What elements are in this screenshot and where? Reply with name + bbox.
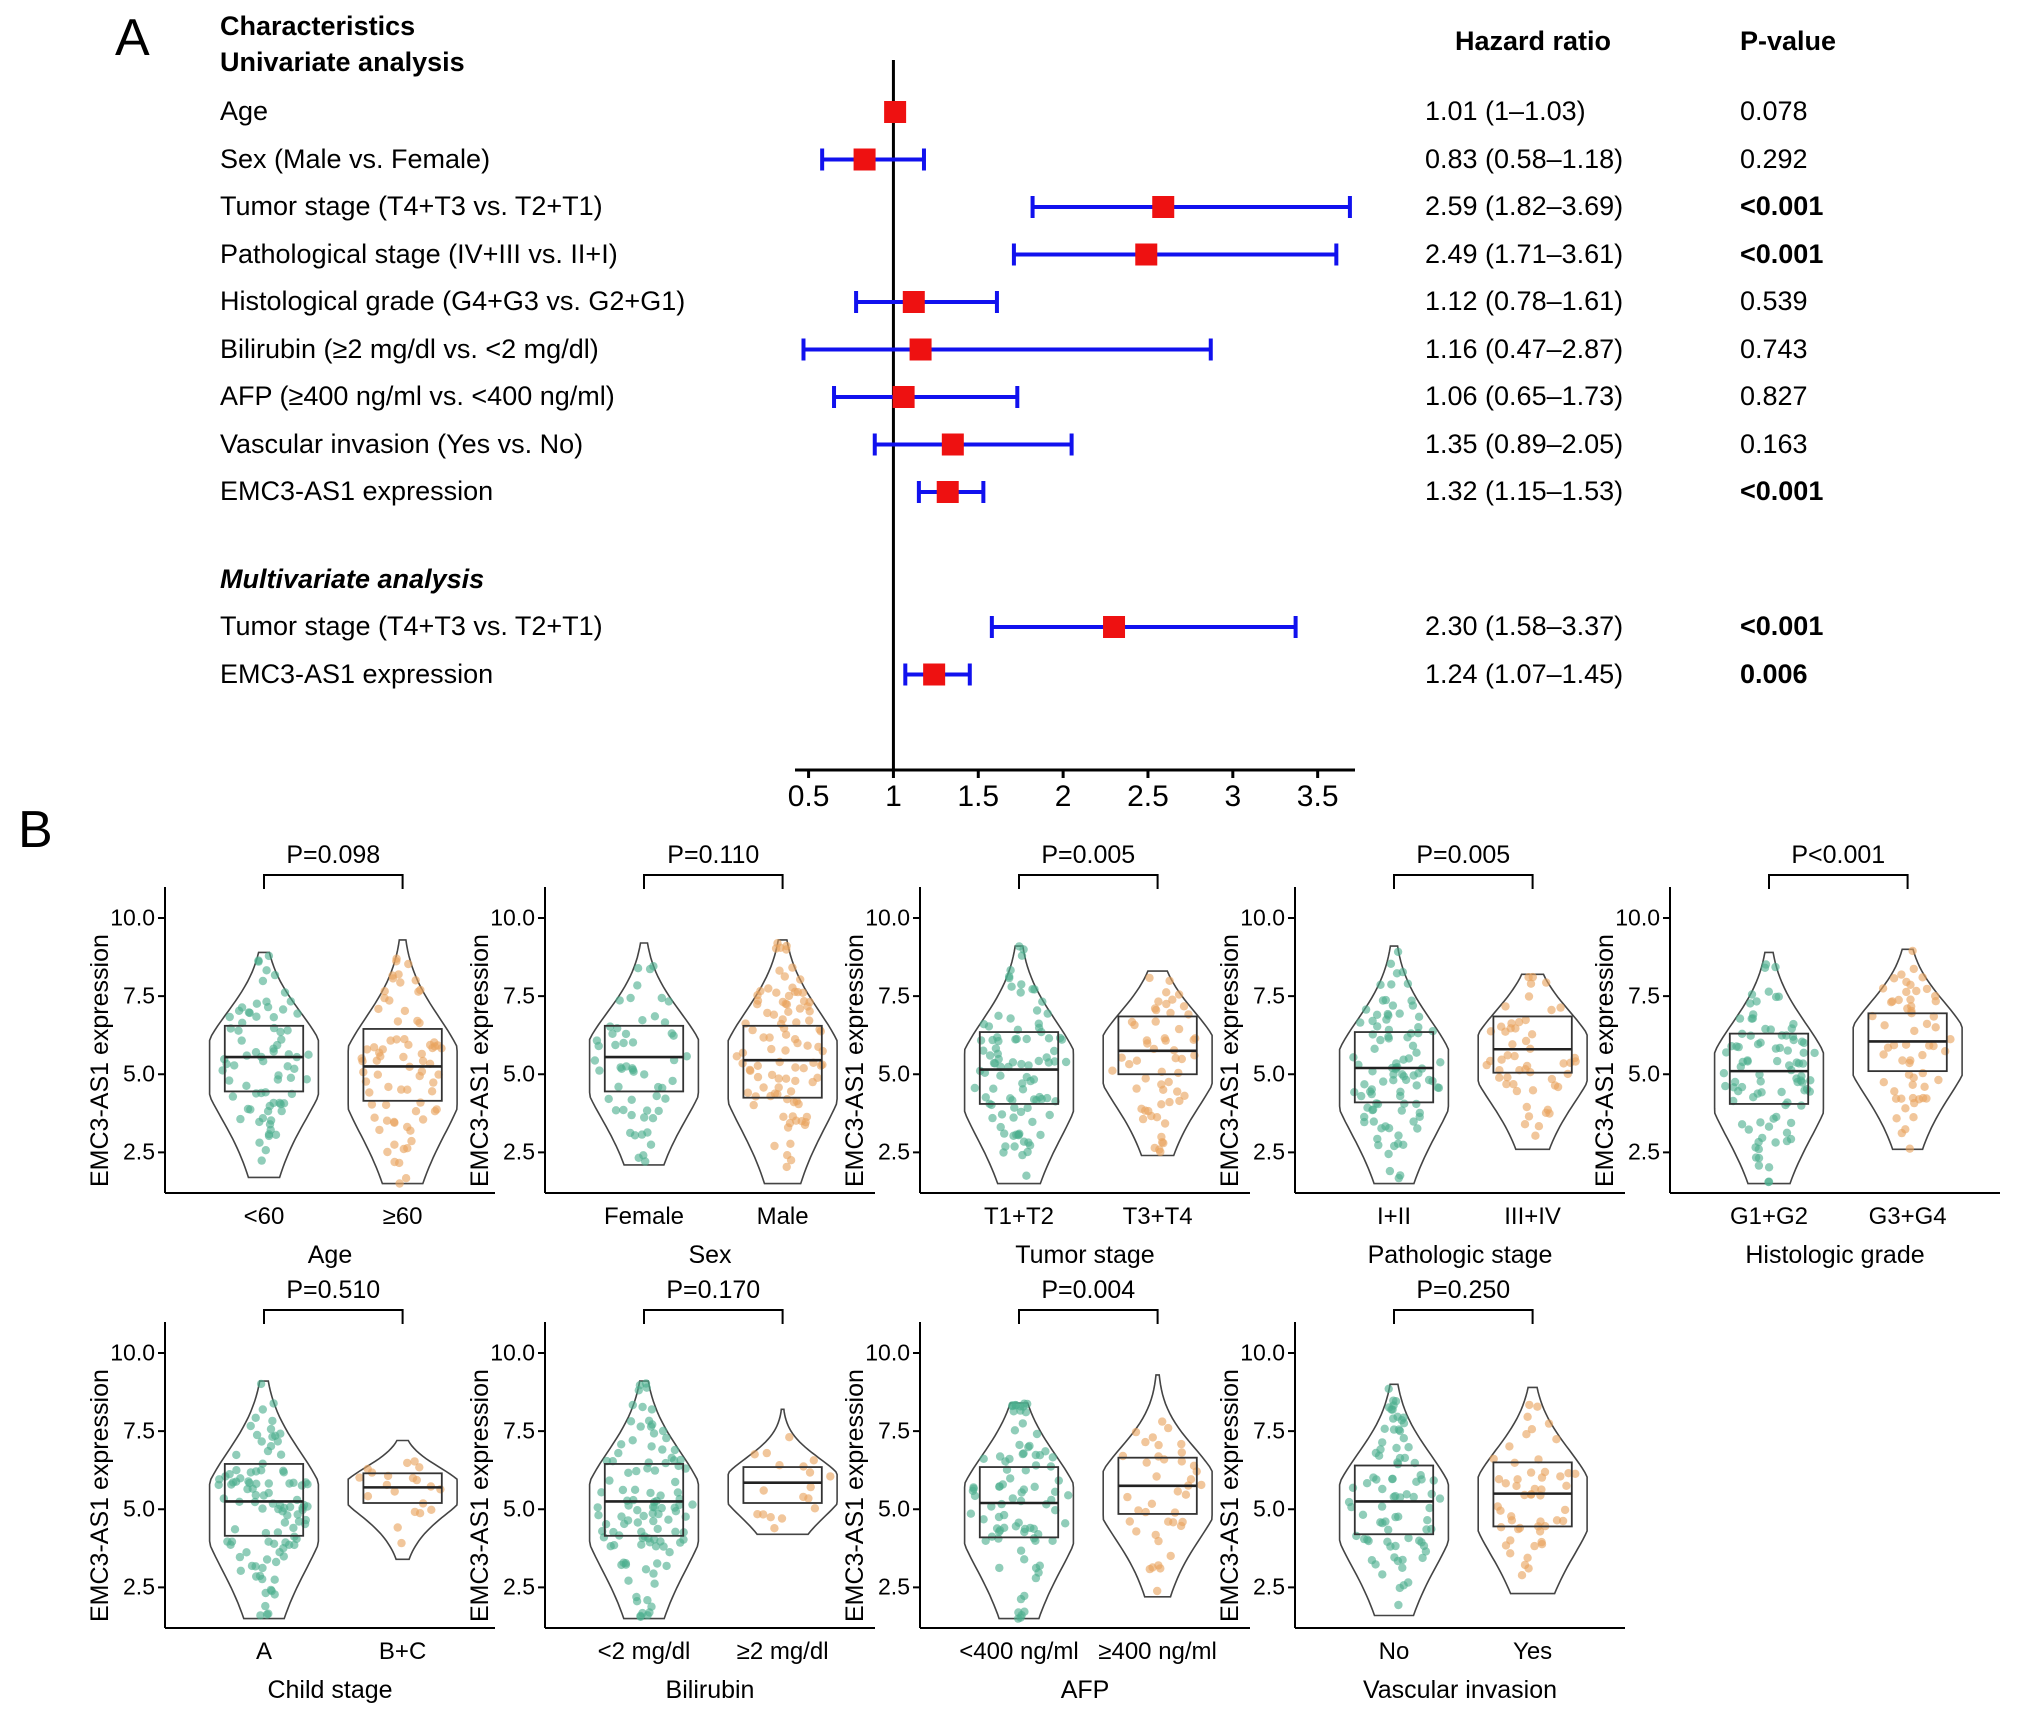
forest-row-hazard-ratio: 2.30 (1.58–3.37): [1425, 611, 1624, 641]
violin-p-value-label: P=0.004: [1041, 1276, 1136, 1304]
violin-x-tick-label: B+C: [378, 1638, 427, 1665]
forest-row-hazard-ratio: 2.49 (1.71–3.61): [1425, 238, 1624, 269]
violin-y-axis-label: EMC3-AS1 expression: [1591, 934, 1619, 1187]
forest-row-p-value: <0.001: [1740, 611, 1824, 641]
violin-x-tick-label: ≥400 ng/ml: [1098, 1638, 1217, 1665]
forest-axis-tick-label: 1: [885, 780, 902, 813]
violin-y-tick-label: 2.5: [123, 1573, 155, 1600]
violin-y-tick-label: 10.0: [1240, 904, 1285, 931]
violin-p-value-label: P=0.510: [286, 1276, 381, 1304]
violin-p-value-label: P=0.170: [666, 1276, 761, 1304]
violin-x-axis-label: Bilirubin: [665, 1676, 755, 1704]
forest-row-p-value: 0.163: [1740, 428, 1808, 459]
violin-y-axis-label: EMC3-AS1 expression: [841, 934, 869, 1187]
forest-plot-graphic: [0, 0, 2032, 830]
forest-row-label: Bilirubin (≥2 mg/dl vs. <2 mg/dl): [220, 333, 599, 364]
violin-y-tick-label: 7.5: [503, 1417, 535, 1444]
forest-row-hazard-ratio: 1.32 (1.15–1.53): [1425, 476, 1624, 506]
violin-plot-cell: [440, 835, 875, 1288]
forest-row-hazard-ratio: 1.06 (0.65–1.73): [1425, 381, 1624, 411]
violin-x-tick-label: A: [255, 1638, 273, 1665]
violin-p-value-label: P<0.001: [1791, 841, 1886, 869]
violin-x-axis-label: Pathologic stage: [1367, 1241, 1553, 1269]
violin-y-tick-label: 10.0: [1240, 1339, 1285, 1366]
violin-x-axis-label: Vascular invasion: [1362, 1676, 1558, 1704]
violin-x-tick-label: Yes: [1513, 1638, 1553, 1665]
forest-row-label: Histological grade (G4+G3 vs. G2+G1): [220, 286, 686, 316]
violin-y-tick-label: 10.0: [1615, 904, 1660, 931]
forest-axis-tick-label: 2.5: [1127, 780, 1169, 813]
violin-y-axis-label: EMC3-AS1 expression: [1216, 934, 1244, 1187]
violin-y-tick-label: 10.0: [490, 1339, 535, 1366]
violin-p-value-label: P=0.110: [667, 841, 760, 869]
violin-y-tick-label: 5.0: [1253, 1060, 1285, 1087]
violin-y-tick-label: 2.5: [503, 1573, 535, 1600]
violin-x-tick-label: G1+G2: [1729, 1203, 1809, 1230]
forest-axis-tick-label: 2: [1054, 780, 1072, 813]
violin-plot-cell: [60, 1270, 495, 1723]
violin-y-tick-label: 7.5: [1253, 1417, 1285, 1444]
forest-header-hazard-ratio: Hazard ratio: [1455, 26, 1612, 56]
violin-y-tick-label: 10.0: [110, 904, 155, 931]
violin-y-axis-label: EMC3-AS1 expression: [466, 1369, 494, 1622]
violin-y-tick-label: 7.5: [1628, 982, 1660, 1009]
violin-y-tick-label: 7.5: [878, 1417, 910, 1444]
violin-p-value-label: P=0.005: [1416, 841, 1511, 869]
violin-plot-cell: [440, 1270, 875, 1723]
forest-row-label: Tumor stage (T4+T3 vs. T2+T1): [220, 191, 603, 221]
forest-row-hazard-ratio: 2.59 (1.82–3.69): [1425, 191, 1624, 221]
violin-plot-cell: [1190, 835, 1625, 1288]
forest-section-header: Multivariate analysis: [220, 563, 485, 594]
violin-y-tick-label: 7.5: [878, 982, 910, 1009]
violin-x-axis-label: Sex: [688, 1241, 732, 1269]
violin-plot-cell: [815, 835, 1250, 1288]
violin-x-axis-label: Age: [307, 1241, 353, 1269]
forest-row-label: EMC3-AS1 expression: [220, 476, 494, 506]
forest-row-p-value: 0.006: [1740, 658, 1808, 689]
violin-y-tick-label: 7.5: [503, 982, 535, 1009]
violin-x-tick-label: ≥60: [382, 1203, 423, 1230]
forest-axis-tick-label: 1.5: [957, 780, 1000, 813]
violin-y-tick-label: 2.5: [1253, 1138, 1285, 1165]
violin-y-tick-label: 10.0: [865, 904, 910, 931]
forest-row-label: AFP (≥400 ng/ml vs. <400 ng/ml): [220, 381, 615, 411]
violin-plot-cell: [60, 835, 495, 1288]
forest-axis-tick-label: 3.5: [1296, 780, 1339, 813]
forest-header-p-value: P-value: [1740, 26, 1837, 56]
violin-x-tick-label: T1+T2: [983, 1203, 1055, 1230]
violin-x-tick-label: Male: [756, 1203, 809, 1230]
violin-x-axis-label: Tumor stage: [1015, 1241, 1155, 1269]
violin-y-axis-label: EMC3-AS1 expression: [86, 934, 114, 1187]
violin-x-tick-label: T3+T4: [1122, 1203, 1193, 1230]
violin-x-tick-label: Female: [603, 1203, 685, 1230]
violin-y-tick-label: 5.0: [123, 1060, 155, 1087]
violin-y-axis-label: EMC3-AS1 expression: [466, 934, 494, 1187]
violin-y-tick-label: 5.0: [878, 1495, 910, 1522]
violin-y-tick-label: 7.5: [123, 1417, 155, 1444]
forest-row-p-value: 0.078: [1740, 96, 1808, 126]
violin-x-tick-label: III+IV: [1504, 1203, 1561, 1230]
violin-y-tick-label: 2.5: [1628, 1138, 1660, 1165]
violin-y-tick-label: 5.0: [878, 1060, 910, 1087]
forest-row-p-value: <0.001: [1740, 238, 1824, 269]
forest-row-label: Sex (Male vs. Female): [220, 143, 491, 174]
violin-y-tick-label: 7.5: [1253, 982, 1285, 1009]
panel-a-letter: A: [115, 9, 150, 67]
violin-p-value-label: P=0.098: [286, 841, 381, 869]
violin-y-tick-label: 2.5: [1253, 1573, 1285, 1600]
forest-row-label: Pathological stage (IV+III vs. II+I): [220, 238, 618, 269]
forest-axis-tick-label: 0.5: [787, 780, 830, 813]
violin-y-tick-label: 2.5: [123, 1138, 155, 1165]
forest-row-hazard-ratio: 0.83 (0.58–1.18): [1425, 143, 1624, 174]
forest-row-p-value: 0.743: [1740, 333, 1808, 364]
violin-y-axis-label: EMC3-AS1 expression: [86, 1369, 114, 1622]
violin-y-tick-label: 5.0: [123, 1495, 155, 1522]
panel-a-forest-plot: [0, 0, 2032, 830]
forest-row-hazard-ratio: 1.12 (0.78–1.61): [1425, 286, 1624, 316]
forest-axis-tick-label: 3: [1224, 780, 1242, 813]
violin-y-axis-label: EMC3-AS1 expression: [841, 1369, 869, 1622]
violin-y-tick-label: 5.0: [503, 1060, 535, 1087]
violin-y-tick-label: 7.5: [123, 982, 155, 1009]
panel-b-letter: B: [18, 801, 53, 859]
violin-x-tick-label: G3+G4: [1868, 1203, 1947, 1230]
forest-row-p-value: 0.292: [1740, 143, 1808, 174]
violin-x-tick-label: ≥2 mg/dl: [736, 1638, 829, 1665]
forest-row-label: EMC3-AS1 expression: [220, 658, 494, 689]
violin-y-tick-label: 2.5: [503, 1138, 535, 1165]
forest-row-hazard-ratio: 1.24 (1.07–1.45): [1425, 658, 1624, 689]
forest-row-p-value: 0.539: [1740, 286, 1808, 316]
violin-y-tick-label: 5.0: [1253, 1495, 1285, 1522]
violin-p-value-label: P=0.250: [1416, 1276, 1511, 1304]
forest-row-p-value: <0.001: [1740, 191, 1824, 221]
violin-x-tick-label: I+II: [1376, 1203, 1412, 1230]
violin-x-tick-label: <60: [243, 1203, 285, 1230]
violin-y-tick-label: 5.0: [503, 1495, 535, 1522]
violin-x-tick-label: <2 mg/dl: [597, 1638, 691, 1665]
violin-y-axis-label: EMC3-AS1 expression: [1216, 1369, 1244, 1622]
violin-plot-cell: [1190, 1270, 1625, 1723]
forest-header-characteristics: Characteristics Univariate analysis: [220, 11, 465, 78]
violin-y-tick-label: 10.0: [110, 1339, 155, 1366]
forest-row-label: Age: [220, 96, 269, 126]
violin-x-tick-label: <400 ng/ml: [959, 1638, 1079, 1665]
forest-row-p-value: <0.001: [1740, 476, 1824, 506]
forest-row-hazard-ratio: 1.16 (0.47–2.87): [1425, 333, 1624, 364]
violin-p-value-label: P=0.005: [1041, 841, 1136, 869]
forest-row-hazard-ratio: 1.01 (1–1.03): [1425, 96, 1586, 126]
violin-y-tick-label: 2.5: [878, 1138, 910, 1165]
violin-x-axis-label: AFP: [1060, 1676, 1110, 1704]
violin-x-tick-label: No: [1378, 1638, 1410, 1665]
forest-row-label: Vascular invasion (Yes vs. No): [220, 428, 584, 459]
violin-plot-cell: [815, 1270, 1250, 1723]
panel-b-violin-plots: [0, 801, 2032, 1704]
violin-plot-cell: [1565, 835, 2000, 1288]
violin-x-axis-label: Child stage: [267, 1676, 393, 1704]
violin-y-tick-label: 10.0: [865, 1339, 910, 1366]
violin-y-tick-label: 2.5: [878, 1573, 910, 1600]
violin-y-tick-label: 5.0: [1628, 1060, 1660, 1087]
violin-x-axis-label: Histologic grade: [1745, 1241, 1925, 1269]
forest-row-p-value: 0.827: [1740, 381, 1808, 411]
violin-y-tick-label: 10.0: [490, 904, 535, 931]
forest-row-hazard-ratio: 1.35 (0.89–2.05): [1425, 428, 1624, 459]
forest-row-label: Tumor stage (T4+T3 vs. T2+T1): [220, 611, 603, 641]
